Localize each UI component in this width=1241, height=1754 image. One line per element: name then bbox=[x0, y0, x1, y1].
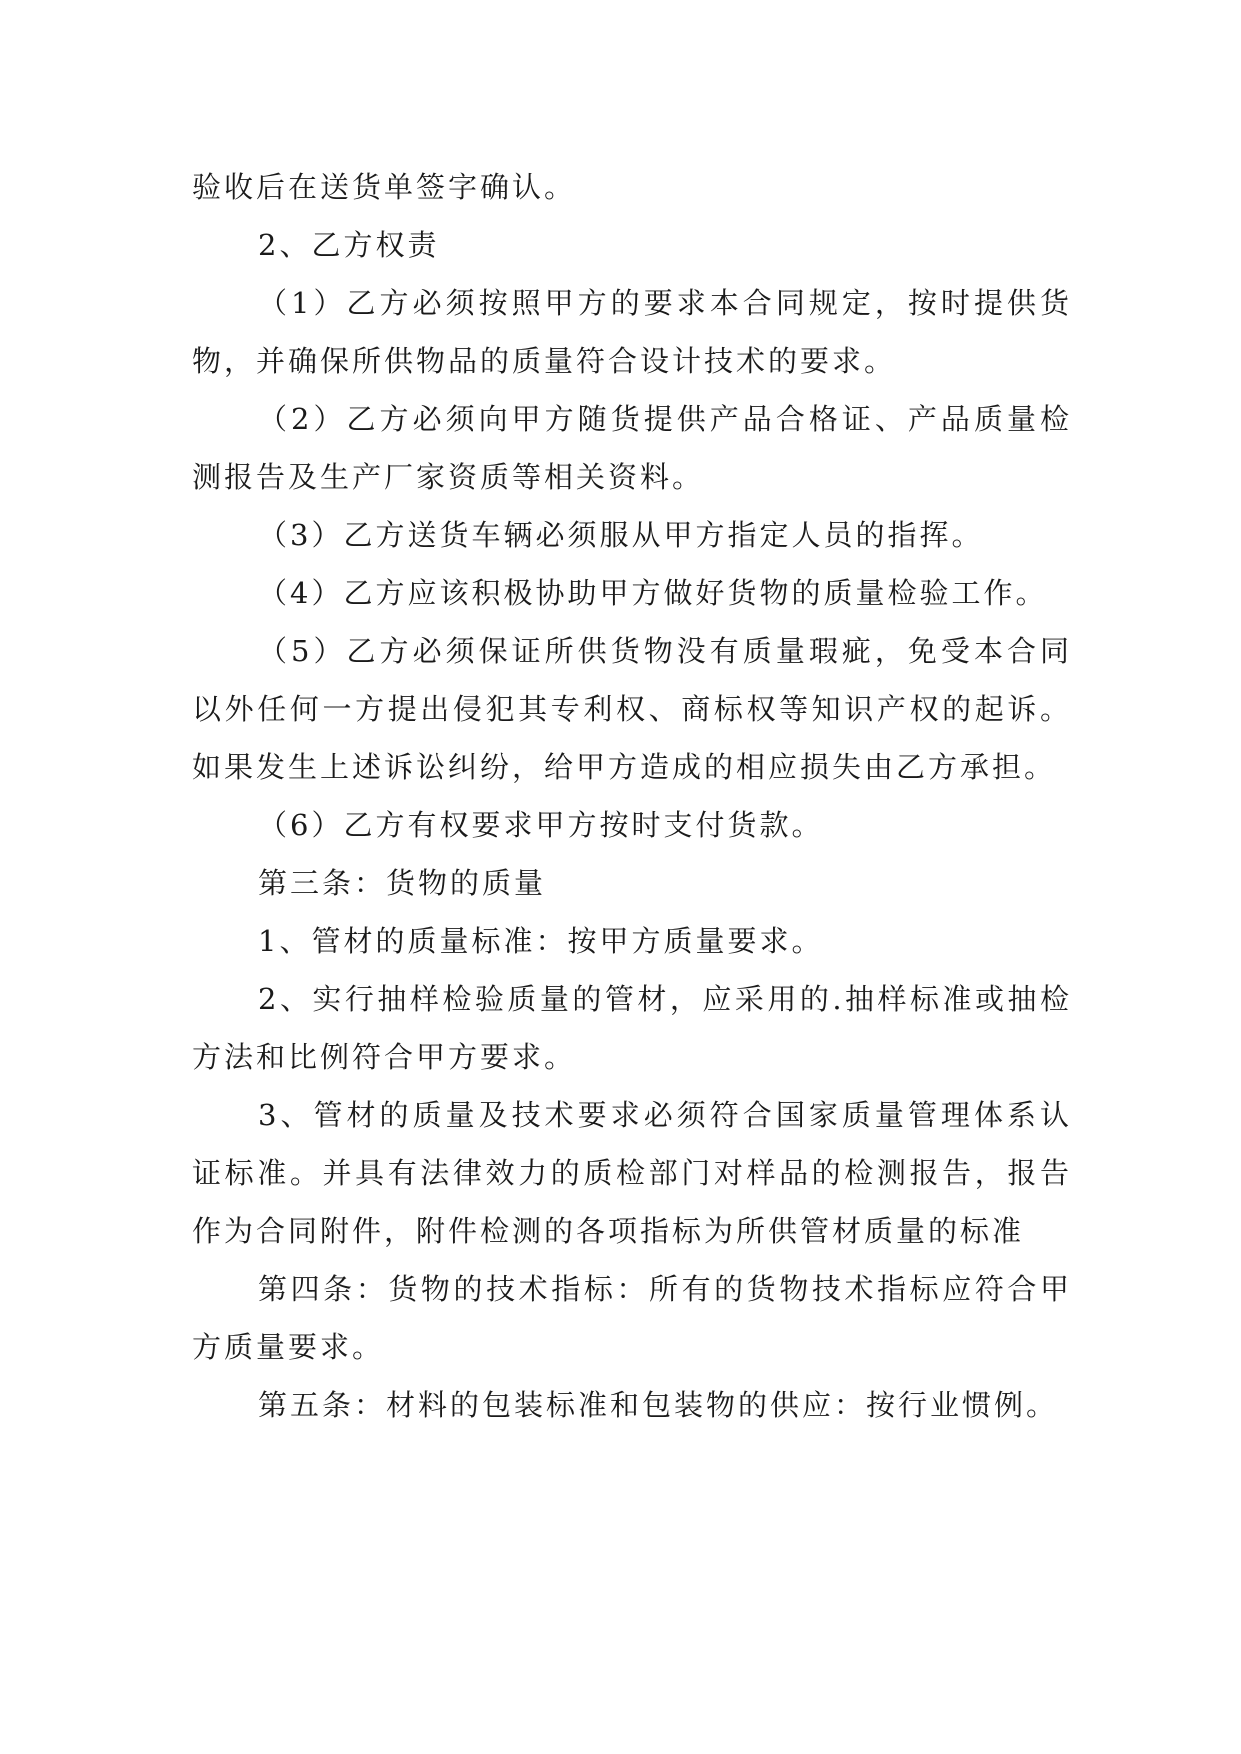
paragraph: 验收后在送货单签字确认。 bbox=[192, 170, 577, 204]
paragraph: （4）乙方应该积极协助甲方做好货物的质量检验工作。 bbox=[258, 576, 1048, 610]
paragraph: 2、实行抽样检验质量的管材，应采用的.抽样标准或抽检方法和比例符合甲方要求。 bbox=[192, 982, 1072, 1074]
paragraph: 第五条：材料的包装标准和包装物的供应：按行业惯例。 bbox=[258, 1388, 1059, 1422]
paragraph: （1）乙方必须按照甲方的要求本合同规定，按时提供货物，并确保所供物品的质量符合设计技术的要求。 bbox=[192, 286, 1072, 378]
paragraph: （2）乙方必须向甲方随货提供产品合格证、产品质量检测报告及生产厂家资质等相关资料。 bbox=[192, 402, 1072, 494]
document-body bbox=[192, 158, 1072, 1434]
paragraph: （3）乙方送货车辆必须服从甲方指定人员的指挥。 bbox=[258, 518, 984, 552]
paragraph: （5）乙方必须保证所供货物没有质量瑕疵，免受本合同以外任何一方提出侵犯其专利权、商标权等知识产权的起诉。如果发生上述诉讼纠纷，给甲方造成的相应损失由乙方承担。 bbox=[192, 634, 1072, 784]
section-heading: 第三条：货物的质量 bbox=[258, 866, 547, 900]
paragraph: 2、乙方权责 bbox=[258, 228, 440, 262]
paragraph: 第四条：货物的技术指标：所有的货物技术指标应符合甲方质量要求。 bbox=[192, 1272, 1072, 1364]
paragraph: （6）乙方有权要求甲方按时支付货款。 bbox=[258, 808, 824, 842]
paragraph: 3、管材的质量及技术要求必须符合国家质量管理体系认证标准。并具有法律效力的质检部门对样品的检测报告，报告作为合同附件，附件检测的各项指标为所供管材质量的标准 bbox=[192, 1098, 1072, 1248]
paragraph: 1、管材的质量标准：按甲方质量要求。 bbox=[258, 924, 824, 958]
